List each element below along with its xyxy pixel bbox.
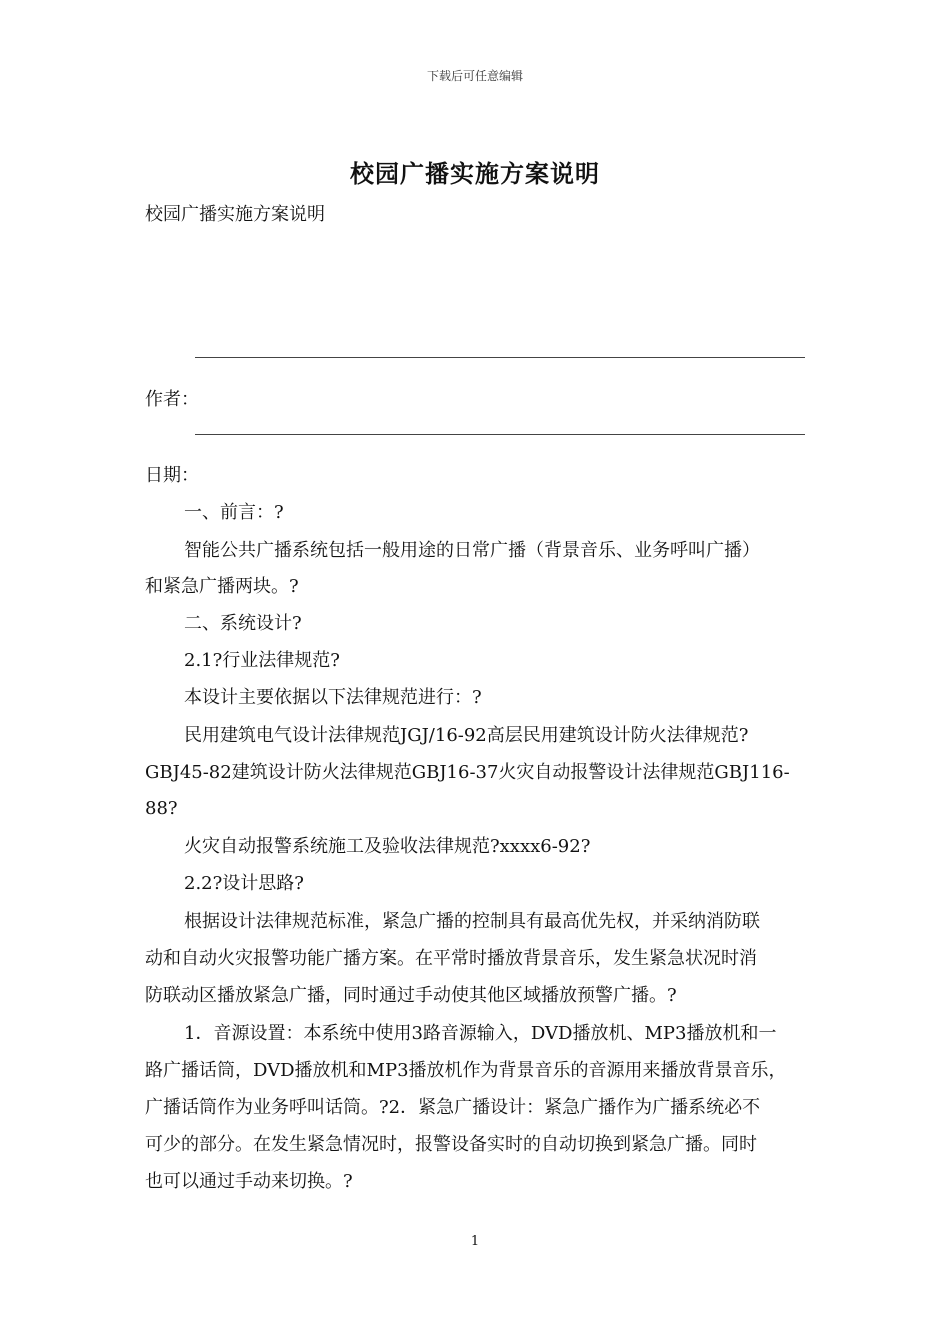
paragraph-line: 本设计主要依据以下法律规范进行：? — [184, 687, 482, 708]
paragraph-line: 民用建筑电气设计法律规范JGJ/16-92高层民用建筑设计防火法律规范? — [184, 725, 749, 746]
subsection-heading: 2.1?行业法律规范? — [184, 650, 340, 671]
subsection-heading: 2.2?设计思路? — [184, 873, 304, 894]
paragraph-line: 和紧急广播两块。? — [145, 576, 299, 597]
paragraph-line: 1．音源设置：本系统中使用3路音源输入，DVD播放机、MP3播放机和一 — [184, 1023, 777, 1044]
document-subtitle: 校园广播实施方案说明 — [145, 204, 325, 225]
author-label: 作者： — [145, 389, 199, 410]
page-header: 下载后可任意编辑 — [426, 69, 523, 83]
paragraph-line: 火灾自动报警系统施工及验收法律规范?xxxx6-92? — [184, 836, 591, 857]
paragraph-line: 也可以通过手动来切换。? — [145, 1171, 353, 1192]
paragraph-line: 路广播话筒，DVD播放机和MP3播放机作为背景音乐的音源用来播放背景音乐， — [145, 1060, 787, 1081]
section-heading-design: 二、系统设计? — [184, 613, 302, 634]
page-number: 1 — [470, 1234, 480, 1249]
section-heading-preface: 一、前言：? — [184, 502, 284, 523]
paragraph-line: GBJ45-82建筑设计防火法律规范GBJ16-37火灾自动报警设计法律规范GBJ116- — [145, 762, 790, 783]
date-rule — [195, 434, 805, 435]
document-title: 校园广播实施方案说明 — [350, 159, 600, 188]
paragraph-line: 广播话筒作为业务呼叫话筒。?2．紧急广播设计：紧急广播作为广播系统必不 — [145, 1097, 761, 1118]
author-rule — [195, 357, 805, 358]
paragraph-line: 根据设计法律规范标准，紧急广播的控制具有最高优先权，并采纳消防联 — [184, 911, 760, 932]
paragraph-line: 防联动区播放紧急广播，同时通过手动使其他区域播放预警广播。? — [145, 985, 677, 1006]
paragraph-line: 智能公共广播系统包括一般用途的日常广播（背景音乐、业务呼叫广播） — [184, 540, 760, 561]
date-label: 日期： — [145, 465, 199, 486]
paragraph-line: 动和自动火灾报警功能广播方案。在平常时播放背景音乐，发生紧急状况时消 — [145, 948, 757, 969]
paragraph-line: 88? — [145, 798, 178, 819]
paragraph-line: 可少的部分。在发生紧急情况时，报警设备实时的自动切换到紧急广播。同时 — [145, 1134, 757, 1155]
